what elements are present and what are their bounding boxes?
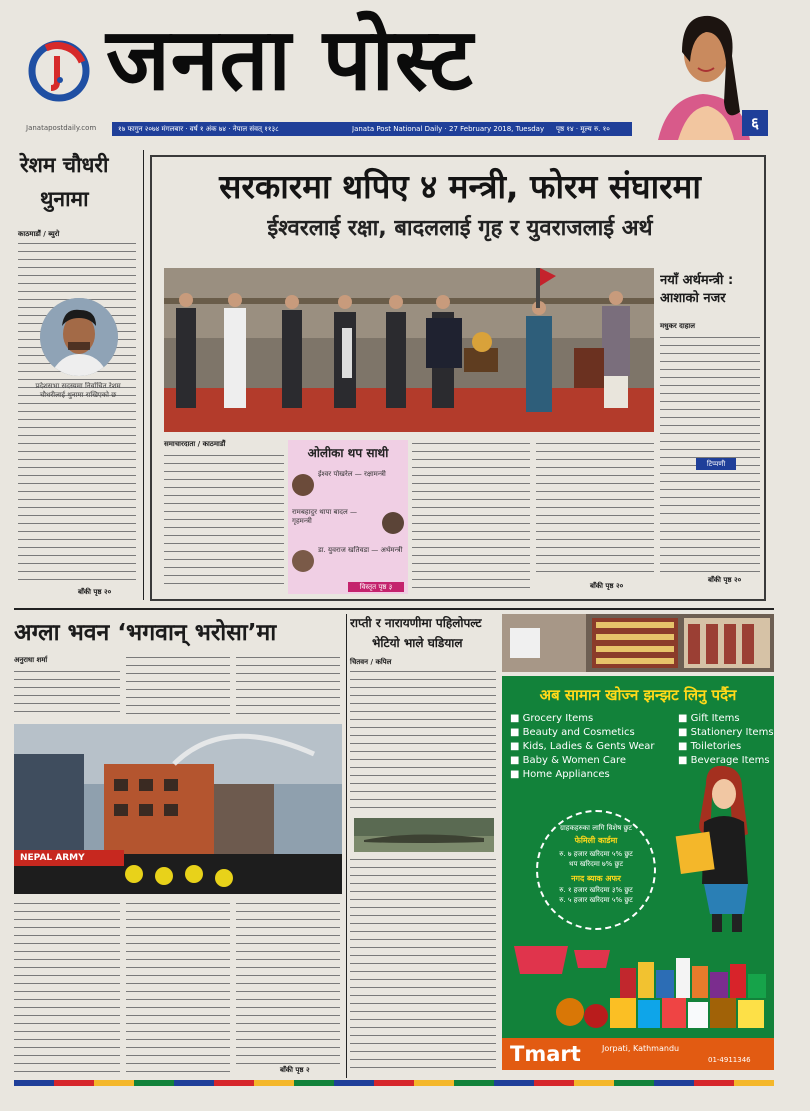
brand-phone: 01-4911346 xyxy=(708,1056,751,1064)
bhawan-byline: अनुराधा शर्मा xyxy=(14,656,48,664)
website-url: Janatapostdaily.com xyxy=(26,124,97,132)
left-photo-caption: प्रदेशसभा सदस्यमा निर्वाचित रेशम चौधरीलाई थुनामा राखिएको छ xyxy=(35,382,121,399)
finance-minister-sidebar xyxy=(660,268,760,594)
ad-headline: अब सामान खोज्न झन्झट लिनु पर्दैन xyxy=(539,686,737,704)
swearing-in-photo xyxy=(164,268,654,432)
ad-list-item: ■ Stationery Items xyxy=(678,727,774,738)
ad-list-item: ■ Beverage Items xyxy=(678,755,770,766)
sidebar-badge: टिप्पणी xyxy=(696,458,736,470)
dateline-np: १७ फागुन २०७४ मंगलबार · वर्ष १ अंक ७४ · नेपाल संवत् ११३८ xyxy=(118,125,279,133)
sidebar-body xyxy=(660,334,760,516)
page-number-badge: ६ xyxy=(742,110,768,136)
brand-location: Jorpati, Kathmandu xyxy=(602,1044,680,1053)
brand-name: Tmart xyxy=(510,1042,581,1066)
photo-label: NEPAL ARMY xyxy=(20,853,85,863)
ad-list-item: ■ Toiletories xyxy=(678,741,742,752)
offer2-line: रु. ५ हजार खरिदमा ५% छुट xyxy=(559,896,633,904)
offer-sub: फेमिली कार्डमा xyxy=(574,836,618,845)
tmart-ad xyxy=(502,676,774,1070)
bhawan-body-1 xyxy=(14,668,120,718)
lead-body-col-1 xyxy=(164,452,284,588)
left-continued: बाँकी पृष्ठ २० xyxy=(78,588,112,596)
clock-byline: चितवन / कपिल xyxy=(350,658,392,666)
left-portrait xyxy=(40,298,118,376)
bhawan-headline: अग्ला भवन ‘भगवान् भरोसा’मा xyxy=(14,620,277,646)
bhawan-body-6 xyxy=(236,900,340,1064)
left-body-text-2 xyxy=(18,416,136,586)
bhawan-body-3 xyxy=(236,654,340,718)
masthead xyxy=(0,0,810,142)
column-divider xyxy=(346,614,347,1078)
oli-box-title: ओलीका थप साथी xyxy=(307,446,389,460)
ad-list-item: ■ Baby & Women Care xyxy=(510,755,627,766)
sidebar-title: नयाँ अर्थमन्त्री : आशाको नजर xyxy=(660,273,734,306)
dateline-en: Janata Post National Daily · 27 February 2018, Tuesday xyxy=(352,125,545,133)
offer2-title: नगद ब्याक अफर xyxy=(571,874,621,883)
ad-list-item: ■ Kids, Ladies & Gents Wear xyxy=(510,741,655,752)
lead-headline: सरकारमा थपिए ४ मन्त्री, फोरम संघारमा xyxy=(219,167,701,206)
ad-list-item: ■ Home Appliances xyxy=(510,769,610,780)
fire-photo xyxy=(14,724,342,894)
column-divider xyxy=(143,150,144,600)
lead-subheadline: ईश्वरलाई रक्षा, बादललाई गृह र युवराजलाई अर्थ xyxy=(267,216,653,241)
clock-body-2 xyxy=(350,856,496,1074)
brand-bar xyxy=(502,1038,774,1070)
sidebar-body-2 xyxy=(660,520,760,572)
ad-list-item: ■ Beauty and Cosmetics xyxy=(510,727,635,738)
left-byline: काठमाडौं / ब्युरो xyxy=(18,230,60,238)
oli-box-more: विस्तृत पृष्ठ ३ xyxy=(348,582,404,592)
shopper-illustration xyxy=(666,764,770,934)
store-photo-strip xyxy=(502,614,774,672)
left-headline-1: रेशम चौधरी xyxy=(20,153,109,177)
page-count: पृष्ठ १४ · मूल्य रु. १० xyxy=(556,125,610,133)
ad-list-item: ■ Grocery Items xyxy=(510,713,594,724)
avatar xyxy=(292,474,314,496)
oli-item-2 xyxy=(292,506,404,540)
ad-list-item: ■ Gift Items xyxy=(678,713,740,724)
offer2-line: रु. १ हजार खरिदमा ३% छुट xyxy=(559,886,633,894)
sidebar-continued: बाँकी पृष्ठ २० xyxy=(708,576,742,584)
clock-body-1 xyxy=(350,668,496,814)
lead-continued: बाँकी पृष्ठ २० xyxy=(590,582,624,590)
offer-line: थप खरिदमा ७% छुट xyxy=(569,860,623,868)
avatar xyxy=(292,550,314,572)
ad-list-col2 xyxy=(678,712,774,768)
offer-line: रु. ७ हजार खरिदमा ५% छुट xyxy=(559,850,633,858)
lead-body-col-2 xyxy=(412,440,530,588)
masthead-title: जनता पोस्ट xyxy=(106,10,474,110)
avatar xyxy=(382,512,404,534)
left-column xyxy=(18,150,136,600)
footer-color-strip xyxy=(14,1080,774,1086)
clock-headline-2: भेटियो भाले घडियाल xyxy=(372,636,463,650)
offer-title: ग्राहकहरुका लागि विशेष छुट xyxy=(560,824,632,832)
oli-item-1 xyxy=(292,468,404,502)
oli-box xyxy=(288,440,408,594)
bhawan-body-4 xyxy=(14,900,120,1076)
left-headline-2: थुनामा xyxy=(40,187,89,211)
oli-item-3 xyxy=(292,544,404,578)
gharial-photo xyxy=(354,818,494,852)
bhawan-body-2 xyxy=(126,654,230,718)
products-illustration xyxy=(510,928,770,1036)
logo-icon xyxy=(24,36,94,106)
offer-circle xyxy=(536,810,656,930)
oli-item-text: रामबहादुर थापा बादल — गृहमन्त्री xyxy=(292,508,357,525)
ad-list-col1 xyxy=(510,712,670,782)
lead-body-col-3 xyxy=(536,440,654,578)
lead-byline: समाचारदाता / काठमाडौं xyxy=(164,440,226,448)
section-divider xyxy=(14,608,774,610)
oli-item-text: ईश्वर पोखरेल — रक्षामन्त्री xyxy=(318,470,386,478)
sidebar-byline: मधुकर दाहाल xyxy=(660,322,695,330)
bhawan-continued: बाँकी पृष्ठ २ xyxy=(280,1066,310,1074)
bhawan-body-5 xyxy=(126,900,230,1076)
oli-item-text: डा. युवराज खतिवडा — अर्थमन्त्री xyxy=(318,546,403,554)
clock-headline-1: राप्ती र नारायणीमा पहिलोपल्ट xyxy=(350,616,482,630)
